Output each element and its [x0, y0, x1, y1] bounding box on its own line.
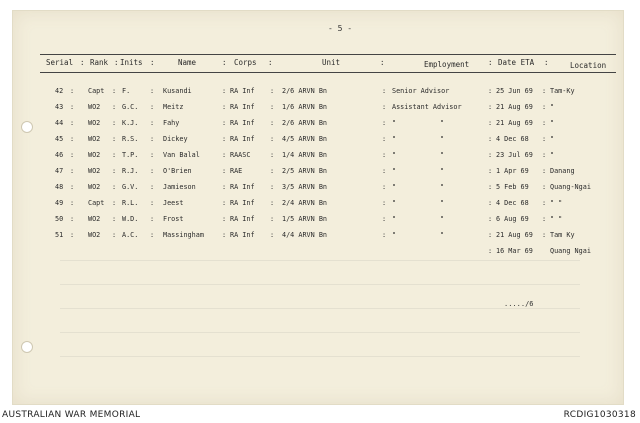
page-number: - 5 - [328, 24, 353, 33]
cell-rank: WO2 [88, 135, 101, 143]
column-separator: : [222, 167, 227, 175]
table-row [0, 197, 640, 213]
cell-location: " [550, 135, 555, 143]
cell-serial: 45 [55, 135, 64, 143]
cell-rank: WO2 [88, 215, 101, 223]
header-sep: : [222, 58, 227, 67]
header-sep: : [544, 58, 549, 67]
column-separator: : [112, 215, 117, 223]
footer-archive-name: AUSTRALIAN WAR MEMORIAL [2, 410, 141, 420]
column-separator: : [488, 199, 493, 207]
cell-name: O'Brien [163, 167, 192, 175]
cell-location: " " [550, 199, 563, 207]
cell-employment: " [392, 199, 397, 207]
cell-unit: 4/4 ARVN Bn [282, 231, 328, 239]
cell-serial: 43 [55, 103, 64, 111]
table-row [0, 213, 640, 229]
cell-date-eta: 5 Feb 69 [496, 183, 529, 191]
column-separator: : [112, 135, 117, 143]
column-separator: : [112, 119, 117, 127]
cell-employment-ditto: " [440, 215, 445, 223]
cell-employment: " [392, 215, 397, 223]
cell-serial: 48 [55, 183, 64, 191]
column-separator: : [488, 119, 493, 127]
cell-rank: WO2 [88, 231, 101, 239]
column-separator: : [112, 199, 117, 207]
cell-corps: RA Inf [230, 199, 255, 207]
column-separator: : [542, 87, 547, 95]
cell-corps: RA Inf [230, 231, 255, 239]
cell-corps: RA Inf [230, 135, 255, 143]
column-separator: : [70, 135, 75, 143]
cell-corps: RA Inf [230, 119, 255, 127]
cell-unit: 2/4 ARVN Bn [282, 199, 328, 207]
column-separator: : [382, 167, 387, 175]
column-separator: : [382, 103, 387, 111]
header-serial: Serial [46, 58, 74, 67]
cell-serial: 50 [55, 215, 64, 223]
column-separator: : [488, 231, 493, 239]
column-separator: : [542, 167, 547, 175]
column-separator: : [222, 119, 227, 127]
column-separator: : [488, 87, 493, 95]
cell-location: " [550, 103, 555, 111]
column-separator: : [488, 135, 493, 143]
cell-date-eta: 16 Mar 69 [496, 247, 533, 255]
header-sep: : [488, 58, 493, 67]
cell-location: Tam Ky [550, 231, 575, 239]
column-separator: : [150, 215, 155, 223]
column-separator: : [150, 87, 155, 95]
cell-location: " [550, 119, 555, 127]
cell-unit: 1/6 ARVN Bn [282, 103, 328, 111]
column-separator: : [382, 231, 387, 239]
column-separator: : [150, 151, 155, 159]
column-separator: : [542, 199, 547, 207]
column-separator: : [542, 215, 547, 223]
cell-corps: RA Inf [230, 215, 255, 223]
cell-unit: 3/5 ARVN Bn [282, 183, 328, 191]
column-separator: : [488, 167, 493, 175]
cell-employment: " [392, 151, 397, 159]
cell-rank: WO2 [88, 167, 101, 175]
column-separator: : [150, 119, 155, 127]
cell-date-eta: 23 Jul 69 [496, 151, 533, 159]
cell-location: Quang-Ngai [550, 183, 591, 191]
column-separator: : [70, 231, 75, 239]
column-separator: : [222, 183, 227, 191]
cell-name: Jeest [163, 199, 184, 207]
column-separator: : [270, 151, 275, 159]
column-separator: : [270, 199, 275, 207]
column-separator: : [270, 231, 275, 239]
cell-name: Massingham [163, 231, 204, 239]
cell-employment-ditto: " [440, 183, 445, 191]
header-rule-top [40, 54, 616, 55]
header-corps: Corps [234, 58, 257, 67]
table-row [0, 133, 640, 149]
column-separator: : [112, 87, 117, 95]
column-separator: : [382, 199, 387, 207]
cell-name: Jamieson [163, 183, 196, 191]
cell-date-eta: 21 Aug 69 [496, 119, 533, 127]
header-unit: Unit [322, 58, 341, 67]
cell-location: Tam-Ky [550, 87, 575, 95]
cell-corps: RAASC [230, 151, 251, 159]
column-separator: : [488, 247, 493, 255]
cell-inits: R.L. [122, 199, 139, 207]
column-separator: : [382, 87, 387, 95]
cell-inits: F. [122, 87, 131, 95]
cell-employment: " [392, 183, 397, 191]
column-separator: : [70, 103, 75, 111]
column-separator: : [382, 215, 387, 223]
column-separator: : [542, 151, 547, 159]
column-separator: : [270, 135, 275, 143]
table-row [0, 101, 640, 117]
cell-employment-ditto: " [440, 135, 445, 143]
cell-name: Van Balal [163, 151, 200, 159]
column-separator: : [382, 183, 387, 191]
cell-corps: RA Inf [230, 103, 255, 111]
column-separator: : [542, 119, 547, 127]
cell-unit: 2/6 ARVN Bn [282, 87, 328, 95]
column-separator: : [222, 231, 227, 239]
cell-corps: RAE [230, 167, 243, 175]
header-sep: : [380, 58, 385, 67]
footer-document-id: RCDIG1030318 [563, 410, 636, 420]
cell-inits: W.D. [122, 215, 139, 223]
column-separator: : [70, 167, 75, 175]
continuation-mark: ...../6 [504, 300, 534, 308]
column-separator: : [150, 231, 155, 239]
column-separator: : [112, 167, 117, 175]
column-separator: : [382, 135, 387, 143]
column-separator: : [270, 103, 275, 111]
table-row [0, 229, 640, 245]
cell-name: Meitz [163, 103, 184, 111]
column-separator: : [150, 135, 155, 143]
column-separator: : [70, 119, 75, 127]
cell-serial: 44 [55, 119, 64, 127]
column-separator: : [542, 103, 547, 111]
column-separator: : [150, 183, 155, 191]
column-separator: : [112, 183, 117, 191]
cell-inits: R.J. [122, 167, 139, 175]
cell-employment: " [392, 119, 397, 127]
cell-employment: " [392, 135, 397, 143]
cell-date-eta: 21 Aug 69 [496, 103, 533, 111]
cell-inits: R.S. [122, 135, 139, 143]
column-separator: : [222, 87, 227, 95]
table-row [0, 85, 640, 101]
cell-location: " " [550, 215, 563, 223]
cell-unit: 1/4 ARVN Bn [282, 151, 328, 159]
header-sep: : [268, 58, 273, 67]
column-separator: : [70, 215, 75, 223]
header-sep: : [150, 58, 155, 67]
cell-employment: Senior Advisor [392, 87, 450, 95]
cell-serial: 46 [55, 151, 64, 159]
cell-date-eta: 21 Aug 69 [496, 231, 533, 239]
cell-corps: RA Inf [230, 87, 255, 95]
cell-employment-ditto: " [440, 231, 445, 239]
header-sep: : [80, 58, 85, 67]
column-separator: : [222, 215, 227, 223]
cell-date-eta: 4 Dec 68 [496, 135, 529, 143]
column-separator: : [222, 151, 227, 159]
column-separator: : [270, 167, 275, 175]
column-separator: : [382, 151, 387, 159]
cell-unit: 2/6 ARVN Bn [282, 119, 328, 127]
column-separator: : [488, 215, 493, 223]
column-separator: : [488, 103, 493, 111]
column-separator: : [542, 183, 547, 191]
table-row [0, 181, 640, 197]
cell-location: Quang Ngai [550, 247, 591, 255]
column-separator: : [488, 151, 493, 159]
cell-employment-ditto: " [440, 199, 445, 207]
column-separator: : [270, 87, 275, 95]
cell-inits: G.C. [122, 103, 139, 111]
punch-hole-bottom [21, 341, 33, 353]
cell-inits: T.P. [122, 151, 139, 159]
header-date-eta: Date ETA [498, 58, 535, 67]
cell-rank: Capt [88, 199, 105, 207]
column-separator: : [222, 103, 227, 111]
column-separator: : [150, 199, 155, 207]
cell-inits: A.C. [122, 231, 139, 239]
header-location: Location [570, 61, 607, 70]
column-separator: : [270, 119, 275, 127]
column-separator: : [70, 199, 75, 207]
cell-employment: " [392, 231, 397, 239]
cell-date-eta: 4 Dec 68 [496, 199, 529, 207]
column-separator: : [112, 103, 117, 111]
cell-unit: 1/5 ARVN Bn [282, 215, 328, 223]
cell-name: Dickey [163, 135, 188, 143]
table-row [0, 245, 640, 261]
cell-date-eta: 25 Jun 69 [496, 87, 533, 95]
cell-serial: 42 [55, 87, 64, 95]
column-separator: : [70, 87, 75, 95]
column-separator: : [70, 151, 75, 159]
cell-employment: Assistant Advisor [392, 103, 462, 111]
cell-serial: 49 [55, 199, 64, 207]
cell-name: Fahy [163, 119, 180, 127]
column-separator: : [222, 199, 227, 207]
cell-employment-ditto: " [440, 119, 445, 127]
cell-inits: K.J. [122, 119, 139, 127]
header-rank: Rank [90, 58, 109, 67]
cell-date-eta: 1 Apr 69 [496, 167, 529, 175]
cell-name: Kusandi [163, 87, 192, 95]
cell-rank: WO2 [88, 103, 101, 111]
bleed-through-area [40, 250, 610, 380]
column-separator: : [112, 151, 117, 159]
header-rule-bottom [40, 72, 616, 73]
column-separator: : [382, 119, 387, 127]
cell-unit: 2/5 ARVN Bn [282, 167, 328, 175]
column-separator: : [150, 103, 155, 111]
cell-name: Frost [163, 215, 184, 223]
cell-rank: WO2 [88, 151, 101, 159]
cell-location: Danang [550, 167, 575, 175]
header-inits: Inits [120, 58, 143, 67]
cell-employment-ditto: " [440, 167, 445, 175]
cell-employment-ditto: " [440, 151, 445, 159]
header-sep: : [114, 58, 119, 67]
column-separator: : [542, 231, 547, 239]
column-separator: : [222, 135, 227, 143]
cell-serial: 51 [55, 231, 64, 239]
cell-rank: WO2 [88, 119, 101, 127]
column-separator: : [70, 183, 75, 191]
table-row [0, 149, 640, 165]
cell-date-eta: 6 Aug 69 [496, 215, 529, 223]
column-separator: : [270, 183, 275, 191]
cell-rank: Capt [88, 87, 105, 95]
header-employment: Employment [424, 60, 470, 69]
column-separator: : [112, 231, 117, 239]
cell-inits: G.V. [122, 183, 139, 191]
column-separator: : [270, 215, 275, 223]
cell-rank: WO2 [88, 183, 101, 191]
cell-corps: RA Inf [230, 183, 255, 191]
header-name: Name [178, 58, 197, 67]
cell-employment: " [392, 167, 397, 175]
cell-unit: 4/5 ARVN Bn [282, 135, 328, 143]
table-row [0, 117, 640, 133]
table-row [0, 165, 640, 181]
column-separator: : [150, 167, 155, 175]
cell-serial: 47 [55, 167, 64, 175]
cell-location: " [550, 151, 555, 159]
column-separator: : [542, 135, 547, 143]
column-separator: : [488, 183, 493, 191]
